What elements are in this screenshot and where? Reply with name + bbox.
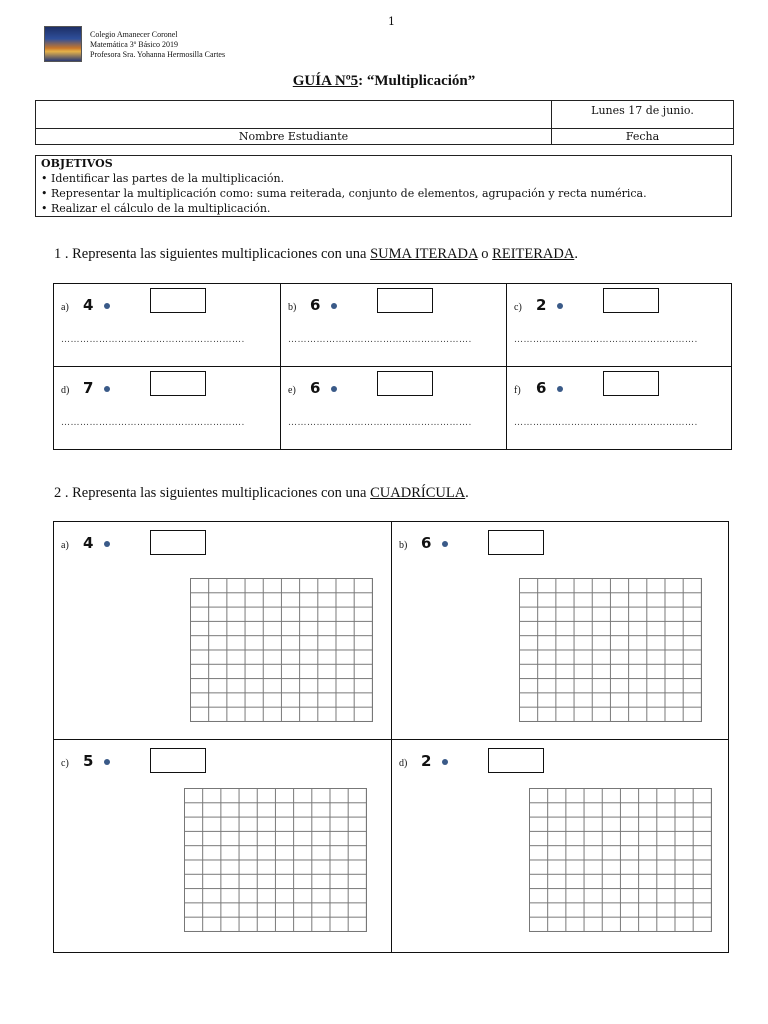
exercise-letter: d): [61, 385, 70, 396]
exercise-number: 5: [83, 752, 94, 770]
exercise-letter: f): [514, 385, 521, 396]
answer-box[interactable]: [488, 530, 544, 555]
exercise-letter: d): [399, 758, 408, 769]
multiplication-dot: [104, 386, 110, 392]
section1-keyword-1: SUMA ITERADA: [370, 246, 478, 262]
answer-line[interactable]: ………………………………………………….: [288, 335, 472, 345]
multiplication-dot: [442, 541, 448, 547]
row-divider: [53, 739, 729, 740]
objectives-box: [35, 155, 732, 217]
page-title: [0, 73, 768, 90]
exercise-letter: a): [61, 302, 69, 313]
teacher-line: Profesora Sra. Yohanna Hermosilla Cartes: [90, 50, 226, 59]
exercise-number: 6: [421, 534, 432, 552]
answer-box[interactable]: [603, 288, 659, 313]
answer-box[interactable]: [150, 288, 206, 313]
exercise-number: 2: [536, 296, 547, 314]
answer-box[interactable]: [150, 530, 206, 555]
answer-box[interactable]: [377, 288, 433, 313]
exercise-number: 7: [83, 379, 94, 397]
student-name-field[interactable]: [36, 101, 552, 129]
school-name: Colegio Amanecer Coronel: [90, 30, 178, 39]
subject-line: Matemática 3º Básico 2019: [90, 40, 179, 49]
multiplication-dot: [104, 303, 110, 309]
multiplication-dot: [557, 303, 563, 309]
guide-number: GUÍA Nº5: [292, 73, 359, 89]
section2-keyword: CUADRÍCULA: [370, 485, 466, 501]
answer-line[interactable]: ………………………………………………….: [514, 335, 698, 345]
section2-prefix: 2 . Representa las siguientes multiplicaciones con una: [54, 485, 371, 501]
exercise-number: 4: [83, 296, 94, 314]
objective-item: • Realizar el cálculo de la multiplicación.: [41, 202, 271, 215]
section1-keyword-2: REITERADA: [492, 246, 575, 262]
exercise-letter: e): [288, 385, 296, 396]
date-value: Lunes 17 de junio.: [552, 101, 734, 129]
school-info: [90, 30, 225, 60]
multiplication-dot: [557, 386, 563, 392]
answer-box[interactable]: [150, 371, 206, 396]
multiplication-dot: [331, 303, 337, 309]
squared-grid[interactable]: [519, 578, 702, 722]
answer-line[interactable]: ………………………………………………….: [288, 418, 472, 428]
answer-line[interactable]: ………………………………………………….: [61, 335, 245, 345]
answer-box[interactable]: [377, 371, 433, 396]
exercise-letter: b): [288, 302, 297, 313]
exercise-letter: c): [61, 758, 69, 769]
row-divider: [53, 366, 732, 367]
student-info-table: [35, 100, 734, 145]
section1-prefix: 1 . Representa las siguientes multiplicaciones con una: [54, 246, 371, 262]
column-divider: [391, 521, 392, 953]
section1-title: [54, 246, 578, 263]
date-label: Fecha: [552, 129, 734, 145]
exercise-letter: b): [399, 540, 408, 551]
objective-item: • Identificar las partes de la multiplicación.: [41, 172, 285, 185]
exercise-number: 6: [310, 379, 321, 397]
multiplication-dot: [442, 759, 448, 765]
section1-suffix: .: [574, 246, 578, 262]
answer-line[interactable]: ………………………………………………….: [61, 418, 245, 428]
exercise-letter: c): [514, 302, 522, 313]
exercise-letter: a): [61, 540, 69, 551]
school-logo: [44, 26, 82, 62]
exercise-number: 6: [310, 296, 321, 314]
answer-line[interactable]: ………………………………………………….: [514, 418, 698, 428]
exercise-number: 6: [536, 379, 547, 397]
answer-box[interactable]: [150, 748, 206, 773]
student-name-label: Nombre Estudiante: [36, 129, 552, 145]
exercise-number: 4: [83, 534, 94, 552]
objectives-heading: OBJETIVOS: [41, 157, 113, 170]
section1-connector: o: [477, 246, 493, 262]
answer-box[interactable]: [488, 748, 544, 773]
guide-topic: : “Multiplicación”: [358, 73, 476, 89]
multiplication-dot: [104, 541, 110, 547]
section2-suffix: .: [465, 485, 469, 501]
objective-item: • Representar la multiplicación como: suma reiterada, conjunto de elementos, agrupación y recta numérica.: [41, 187, 647, 200]
exercise-number: 2: [421, 752, 432, 770]
answer-box[interactable]: [603, 371, 659, 396]
page-number: 1: [388, 15, 395, 28]
section2-title: [54, 485, 469, 502]
multiplication-dot: [104, 759, 110, 765]
squared-grid[interactable]: [529, 788, 712, 932]
multiplication-dot: [331, 386, 337, 392]
squared-grid[interactable]: [184, 788, 367, 932]
squared-grid[interactable]: [190, 578, 373, 722]
